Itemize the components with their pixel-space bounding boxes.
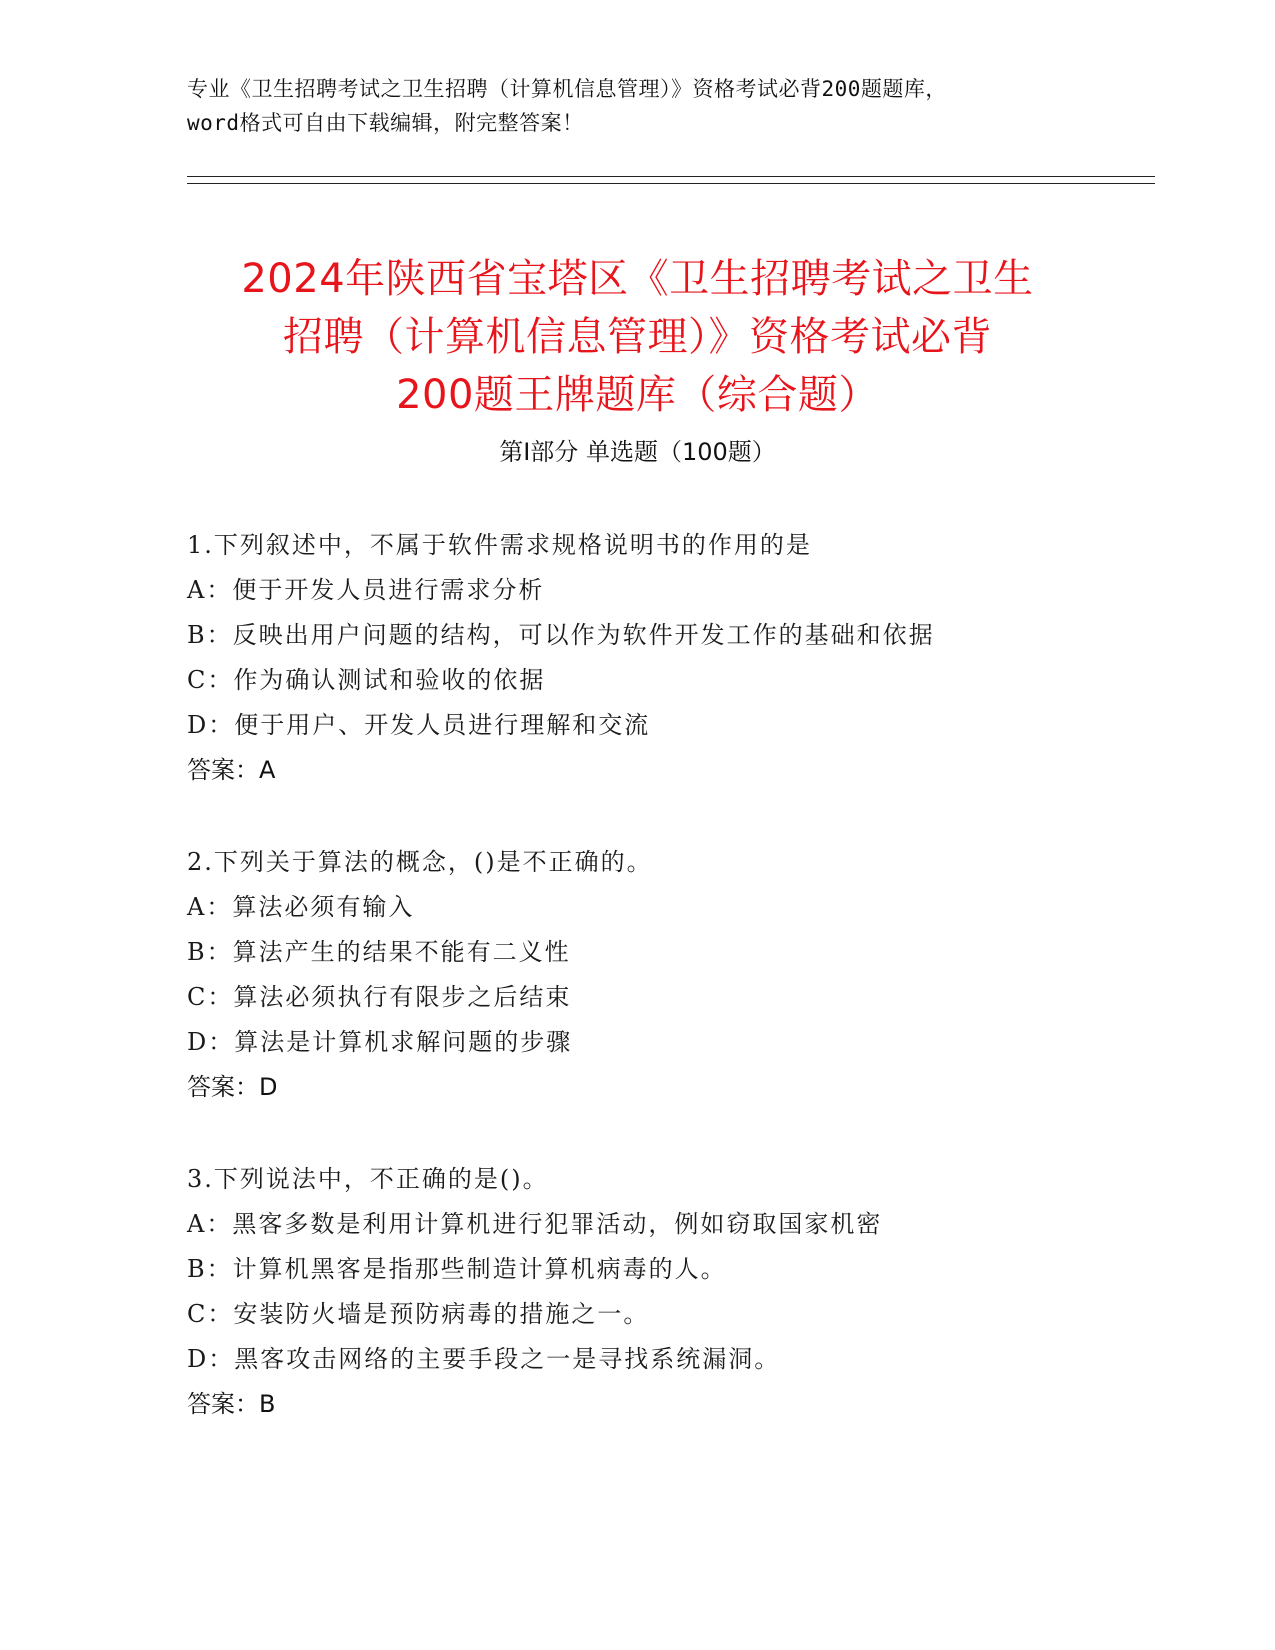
question-3 bbox=[187, 1157, 1187, 1427]
header-divider-top bbox=[187, 176, 1155, 177]
question-stem: 2.下列关于算法的概念，()是不正确的。 bbox=[187, 848, 653, 876]
option-c: C：作为确认测试和验收的依据 bbox=[187, 666, 546, 694]
option-b: B：算法产生的结果不能有二义性 bbox=[187, 938, 571, 966]
question-stem: 3.下列说法中，不正确的是()。 bbox=[187, 1165, 549, 1193]
header-divider-bottom bbox=[187, 183, 1155, 184]
header-note-line-2: word格式可自由下载编辑，附完整答案！ bbox=[187, 111, 584, 135]
question-1 bbox=[187, 523, 1187, 793]
answer: 答案：D bbox=[187, 1073, 278, 1101]
option-c: C：算法必须执行有限步之后结束 bbox=[187, 983, 572, 1011]
option-d: D：便于用户、开发人员进行理解和交流 bbox=[187, 711, 651, 739]
question-2 bbox=[187, 840, 1187, 1110]
header-note bbox=[187, 72, 1167, 140]
question-stem: 1.下列叙述中，不属于软件需求规格说明书的作用的是 bbox=[187, 531, 812, 559]
option-a: A：便于开发人员进行需求分析 bbox=[187, 576, 545, 604]
option-a: A：黑客多数是利用计算机进行犯罪活动，例如窃取国家机密 bbox=[187, 1210, 883, 1238]
option-d: D：黑客攻击网络的主要手段之一是寻找系统漏洞。 bbox=[187, 1345, 781, 1373]
option-d: D：算法是计算机求解问题的步骤 bbox=[187, 1028, 573, 1056]
document-title-line-2: 招聘（计算机信息管理）》资格考试必背 bbox=[283, 313, 992, 360]
header-note-line-1: 专业《卫生招聘考试之卫生招聘（计算机信息管理）》资格考试必背200题题库， bbox=[187, 77, 947, 101]
document-title-line-3: 200题王牌题库（综合题） bbox=[396, 371, 879, 418]
section-heading: 第Ⅰ部分 单选题（100题） bbox=[499, 438, 776, 466]
answer: 答案：B bbox=[187, 1390, 276, 1418]
answer: 答案：A bbox=[187, 756, 276, 784]
option-b: B：反映出用户问题的结构，可以作为软件开发工作的基础和依据 bbox=[187, 621, 935, 649]
option-b: B：计算机黑客是指那些制造计算机病毒的人。 bbox=[187, 1255, 727, 1283]
option-c: C：安装防火墙是预防病毒的措施之一。 bbox=[187, 1300, 650, 1328]
document-title bbox=[150, 250, 1125, 424]
document-title-line-1: 2024年陕西省宝塔区《卫生招聘考试之卫生 bbox=[241, 255, 1034, 302]
option-a: A：算法必须有输入 bbox=[187, 893, 415, 921]
